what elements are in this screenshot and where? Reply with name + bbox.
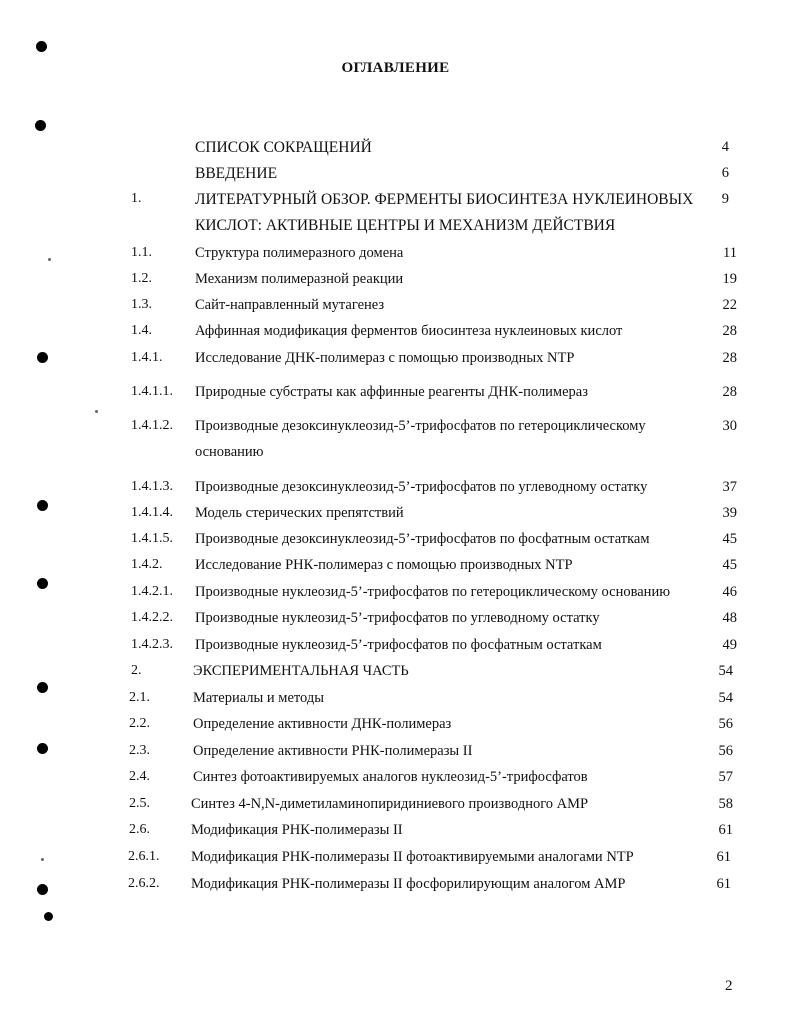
toc-entry-page: 61 [716, 849, 731, 865]
toc-entry-number: 1.3. [131, 297, 152, 312]
toc-entry-page: 9 [721, 191, 729, 207]
toc-entry-page: 11 [723, 245, 737, 261]
toc-entry-number: 1. [131, 191, 142, 206]
toc-entry-number: 1.1. [131, 245, 152, 260]
toc-entry-title: Производные дезоксинуклеозид-5’-трифосфатов по углеводному остатку [195, 479, 648, 495]
toc-entry-number: 2.3. [129, 743, 150, 758]
toc-entry-title: ЛИТЕРАТУРНЫЙ ОБЗОР. ФЕРМЕНТЫ БИОСИНТЕЗА НУКЛЕИНОВЫХ [195, 191, 694, 208]
toc-entry [0, 531, 791, 553]
toc-entry-title: КИСЛОТ: АКТИВНЫЕ ЦЕНТРЫ И МЕХАНИЗМ ДЕЙСТВИЯ [195, 217, 616, 234]
punch-hole-decoration [44, 912, 53, 921]
toc-entry-number: 2.6.1. [128, 849, 160, 864]
toc-entry-page: 30 [722, 418, 737, 434]
toc-entry-number: 1.4.1.2. [131, 418, 173, 433]
toc-entry-title: Производные дезоксинуклеозид-5’-трифосфатов по фосфатным остаткам [195, 531, 650, 547]
toc-entry-number: 1.4.2.3. [131, 637, 173, 652]
toc-entry [0, 139, 791, 161]
toc-entry-number: 2.1. [129, 690, 150, 705]
toc-entry-title: Модификация РНК-полимеразы II фосфорилирующим аналогом AMP [191, 876, 626, 892]
toc-entry [0, 637, 791, 659]
toc-entry [0, 690, 791, 712]
toc-entry-title: Модификация РНК-полимеразы II фотоактивируемыми аналогами NTP [191, 849, 634, 865]
toc-entry-page: 56 [718, 743, 733, 759]
toc-entry-page: 22 [722, 297, 737, 313]
toc-entry-title: Аффинная модификация ферментов биосинтеза нуклеиновых кислот [195, 323, 623, 339]
toc-entry [0, 444, 791, 466]
toc-entry [0, 271, 791, 293]
toc-entry-number: 2.6. [129, 822, 150, 837]
toc-entry-title: Механизм полимеразной реакции [195, 271, 404, 287]
toc-entry-title: Модель стерических препятствий [195, 505, 404, 521]
punch-hole-decoration [35, 120, 46, 131]
toc-entry-page: 61 [718, 822, 733, 838]
toc-entry-page: 28 [722, 323, 737, 339]
toc-entry-number: 1.4.2.2. [131, 610, 173, 625]
toc-entry [0, 610, 791, 632]
toc-entry-number: 2.6.2. [128, 876, 160, 891]
toc-entry-page: 57 [718, 769, 733, 785]
toc-entry-page: 56 [718, 716, 733, 732]
toc-entry-page: 39 [722, 505, 737, 521]
toc-entry-title: Синтез фотоактивируемых аналогов нуклеозид-5’-трифосфатов [193, 769, 588, 785]
toc-entry-page: 45 [722, 557, 737, 573]
toc-entry [0, 505, 791, 527]
toc-entry [0, 663, 791, 685]
toc-entry-page: 49 [722, 637, 737, 653]
toc-entry [0, 350, 791, 372]
toc-entry-title: Производные нуклеозид-5’-трифосфатов по углеводному остатку [195, 610, 600, 626]
toc-entry-page: 48 [722, 610, 737, 626]
toc-entry [0, 822, 791, 844]
toc-entry [0, 165, 791, 187]
punch-hole-decoration [36, 41, 47, 52]
toc-entry-page: 54 [718, 663, 733, 679]
toc-entry [0, 418, 791, 440]
toc-entry [0, 557, 791, 579]
toc-entry [0, 743, 791, 765]
toc-entry [0, 876, 791, 898]
toc-entry-number: 1.4.1.4. [131, 505, 173, 520]
toc-entry-page: 61 [716, 876, 731, 892]
toc-entry-number: 1.4.1.1. [131, 384, 173, 399]
toc-entry-title: Определение активности РНК-полимеразы II [193, 743, 473, 759]
toc-entry [0, 384, 791, 406]
toc-entry-title: Исследование ДНК-полимераз с помощью производных NTP [195, 350, 575, 366]
toc-entry-number: 2. [131, 663, 142, 678]
toc-entry [0, 479, 791, 501]
toc-entry-title: Структура полимеразного домена [195, 245, 404, 261]
toc-entry-page: 37 [722, 479, 737, 495]
toc-entry-page: 19 [722, 271, 737, 287]
toc-entry-title: СПИСОК СОКРАЩЕНИЙ [195, 139, 372, 156]
page-number: 2 [725, 978, 733, 994]
toc-entry-number: 1.4.2.1. [131, 584, 173, 599]
toc-entry-title: Природные субстраты как аффинные реагенты ДНК-полимераз [195, 384, 588, 400]
toc-entry-title: Исследование РНК-полимераз с помощью производных NTP [195, 557, 573, 573]
toc-entry-title: Определение активности ДНК-полимераз [193, 716, 452, 732]
toc-entry-title: Сайт-направленный мутагенез [195, 297, 385, 313]
toc-entry-page: 46 [722, 584, 737, 600]
scan-speck [95, 410, 98, 413]
toc-entry-page: 4 [721, 139, 729, 155]
toc-entry [0, 716, 791, 738]
page-title: ОГЛАВЛЕНИЕ [341, 60, 450, 76]
toc-entry-title: Модификация РНК-полимеразы II [191, 822, 403, 838]
toc-entry-title: Материалы и методы [193, 690, 324, 706]
toc-entry-page: 28 [722, 384, 737, 400]
toc-entry-title: Производные нуклеозид-5’-трифосфатов по фосфатным остаткам [195, 637, 602, 653]
toc-entry [0, 245, 791, 267]
toc-entry-title: основанию [195, 444, 264, 460]
toc-entry-page: 54 [718, 690, 733, 706]
toc-entry [0, 584, 791, 606]
toc-entry-number: 1.4.1.5. [131, 531, 173, 546]
toc-entry-page: 28 [722, 350, 737, 366]
toc-entry [0, 769, 791, 791]
toc-entry-number: 1.4.1. [131, 350, 163, 365]
toc-entry [0, 323, 791, 345]
toc-entry-title: ВВЕДЕНИЕ [195, 165, 278, 182]
toc-entry [0, 297, 791, 319]
toc-entry-page: 6 [721, 165, 729, 181]
toc-entry-number: 1.4.2. [131, 557, 163, 572]
toc-entry-number: 2.2. [129, 716, 150, 731]
toc-entry-title: Производные дезоксинуклеозид-5’-трифосфатов по гетероциклическому [195, 418, 646, 434]
toc-entry-page: 58 [718, 796, 733, 812]
toc-entry-number: 1.4. [131, 323, 152, 338]
toc-entry-page: 45 [722, 531, 737, 547]
toc-entry [0, 191, 791, 213]
toc-entry-number: 1.2. [131, 271, 152, 286]
toc-entry-title: ЭКСПЕРИМЕНТАЛЬНАЯ ЧАСТЬ [193, 663, 409, 679]
toc-entry-title: Производные нуклеозид-5’-трифосфатов по гетероциклическому основанию [195, 584, 671, 600]
toc-entry [0, 849, 791, 871]
toc-entry-title: Синтез 4-N,N-диметиламинопиридиниевого производного AMP [191, 796, 589, 812]
toc-entry [0, 796, 791, 818]
toc-entry [0, 217, 791, 239]
toc-entry-number: 2.4. [129, 769, 150, 784]
toc-entry-number: 2.5. [129, 796, 150, 811]
toc-entry-number: 1.4.1.3. [131, 479, 173, 494]
